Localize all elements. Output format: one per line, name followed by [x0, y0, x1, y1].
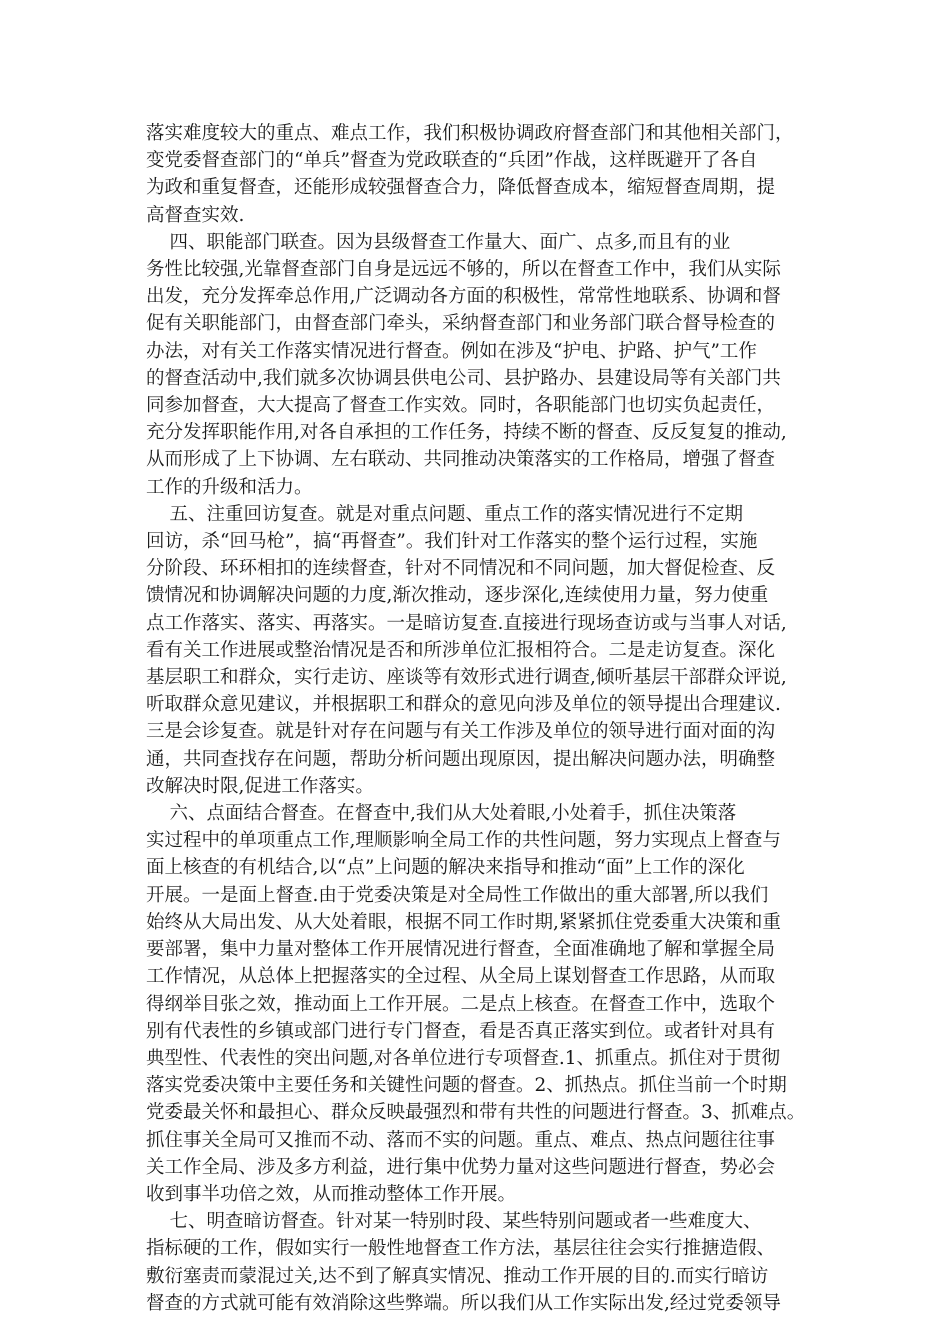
paragraph — [146, 800, 826, 1208]
paragraph — [146, 1208, 826, 1317]
text-line: 别有代表性的乡镇或部门进行专门督查，看是否真正落实到位。或者针对具有 — [146, 1020, 776, 1042]
text-line: 高督查实效. — [146, 204, 245, 226]
text-line: 四、职能部门联查。因为县级督查工作量大、面广、点多,而且有的业 — [146, 231, 731, 253]
text-line: 务性比较强,光靠督查部门自身是远远不够的，所以在督查工作中，我们从实际 — [146, 259, 781, 281]
text-line: 通，共同查找存在问题，帮助分析问题出现原因，提出解决问题办法，明确整 — [146, 748, 776, 770]
text-line: 收到事半功倍之效，从而推动整体工作开展。 — [146, 1183, 517, 1205]
text-line: 分阶段、环环相扣的连续督查，针对不同情况和不同问题，加大督促检查、反 — [146, 558, 776, 580]
text-line: 要部署，集中力量对整体工作开展情况进行督查，全面准确地了解和掌握全局 — [146, 939, 776, 961]
text-line: 促有关职能部门，由督查部门牵头，采纳督查部门和业务部门联合督导检查的 — [146, 313, 776, 335]
text-line: 三是会诊复查。就是针对存在问题与有关工作涉及单位的领导进行面对面的沟 — [146, 721, 776, 743]
paragraph — [146, 229, 826, 501]
text-line: 始终从大局出发、从大处着眼，根据不同工作时期,紧紧抓住党委重大决策和重 — [146, 911, 781, 933]
text-line: 指标硬的工作，假如实行一般性地督查工作方法，基层往往会实行推搪造假、 — [146, 1238, 776, 1260]
text-line: 基层职工和群众，实行走访、座谈等有效形式进行调查,倾听基层干部群众评说, — [146, 667, 787, 689]
text-line: 工作情况，从总体上把握落实的全过程、从全局上谋划督查工作思路，从而取 — [146, 966, 776, 988]
text-line: 馈情况和协调解决问题的力度,渐次推动，逐步深化,连续使用力量，努力使重 — [146, 585, 769, 607]
text-line: 得纲举目张之效，推动面上工作开展。二是点上核查。在督查工作中，选取个 — [146, 993, 776, 1015]
text-line: 的督查活动中,我们就多次协调县供电公司、县护路办、县建设局等有关部门共 — [146, 367, 781, 389]
text-line: 同参加督查，大大提高了督查工作实效。同时，各职能部门也切实负起责任， — [146, 395, 776, 417]
text-line: 六、点面结合督查。在督查中,我们从大处着眼,小处着手，抓住决策落 — [146, 803, 737, 825]
paragraph — [146, 120, 826, 229]
text-line: 面上核查的有机结合,以“点”上问题的解决来指导和推动“面”上工作的深化 — [146, 857, 745, 879]
document-body — [146, 120, 826, 1317]
text-line: 关工作全局、涉及多方利益，进行集中优势力量对这些问题进行督查，势必会 — [146, 1156, 776, 1178]
text-line: 督查的方式就可能有效消除这些弊端。所以我们从工作实际出发,经过党委领导 — [146, 1292, 781, 1314]
text-line: 落实难度较大的重点、难点工作，我们积极协调政府督查部门和其他相关部门， — [146, 123, 794, 144]
text-line: 典型性、代表性的突出问题,对各单位进行专项督查.1、抓重点。抓住对于贯彻 — [146, 1047, 781, 1069]
text-line: 从而形成了上下协调、左右联动、共同推动决策落实的工作格局，增强了督查 — [146, 449, 776, 471]
text-line: 点工作落实、落实、再落实。一是暗访复查.直接进行现场查访或与当事人对话, — [146, 612, 787, 634]
text-line: 落实党委决策中主要任务和关键性问题的督查。2、抓热点。抓住当前一个时期 — [146, 1075, 787, 1097]
text-line: 七、明查暗访督查。针对某一特别时段、某些特别问题或者一些难度大、 — [146, 1211, 762, 1233]
text-line: 敷衍塞责而蒙混过关,达不到了解真实情况、推动工作开展的目的.而实行暗访 — [146, 1265, 769, 1287]
text-line: 为政和重复督查，还能形成较强督查合力，降低督查成本，缩短督查周期，提 — [146, 177, 776, 199]
paragraph — [146, 501, 826, 800]
text-line: 变党委督查部门的“单兵”督查为党政联查的“兵团”作战，这样既避开了各自 — [146, 150, 758, 172]
text-line: 办法，对有关工作落实情况进行督查。例如在涉及“护电、护路、护气”工作 — [146, 340, 757, 362]
text-line: 改解决时限,促进工作落实。 — [146, 775, 374, 797]
text-line: 五、注重回访复查。就是对重点问题、重点工作的落实情况进行不定期 — [146, 503, 744, 525]
text-line: 党委最关怀和最担心、群众反映最强烈和带有共性的问题进行督查。3、抓难点。 — [146, 1102, 806, 1124]
text-line: 听取群众意见建议，并根据职工和群众的意见向涉及单位的领导提出合理建议. — [146, 694, 781, 716]
text-line: 看有关工作进展或整治情况是否和所涉单位汇报相符合。二是走访复查。深化 — [146, 639, 776, 661]
text-line: 出发，充分发挥牵总作用,广泛调动各方面的积极性，常常性地联系、协调和督 — [146, 286, 781, 308]
text-line: 工作的升级和活力。 — [146, 476, 313, 498]
text-line: 回访，杀“回马枪”，搞“再督查”。我们针对工作落实的整个运行过程，实施 — [146, 531, 758, 553]
text-line: 抓住事关全局可又推而不动、落而不实的问题。重点、难点、热点问题往往事 — [146, 1129, 776, 1151]
text-line: 充分发挥职能作用,对各自承担的工作任务，持续不断的督查、反反复复的推动, — [146, 422, 787, 444]
text-line: 开展。一是面上督查.由于党委决策是对全局性工作做出的重大部署,所以我们 — [146, 884, 769, 906]
text-line: 实过程中的单项重点工作,理顺影响全局工作的共性问题，努力实现点上督查与 — [146, 830, 781, 852]
